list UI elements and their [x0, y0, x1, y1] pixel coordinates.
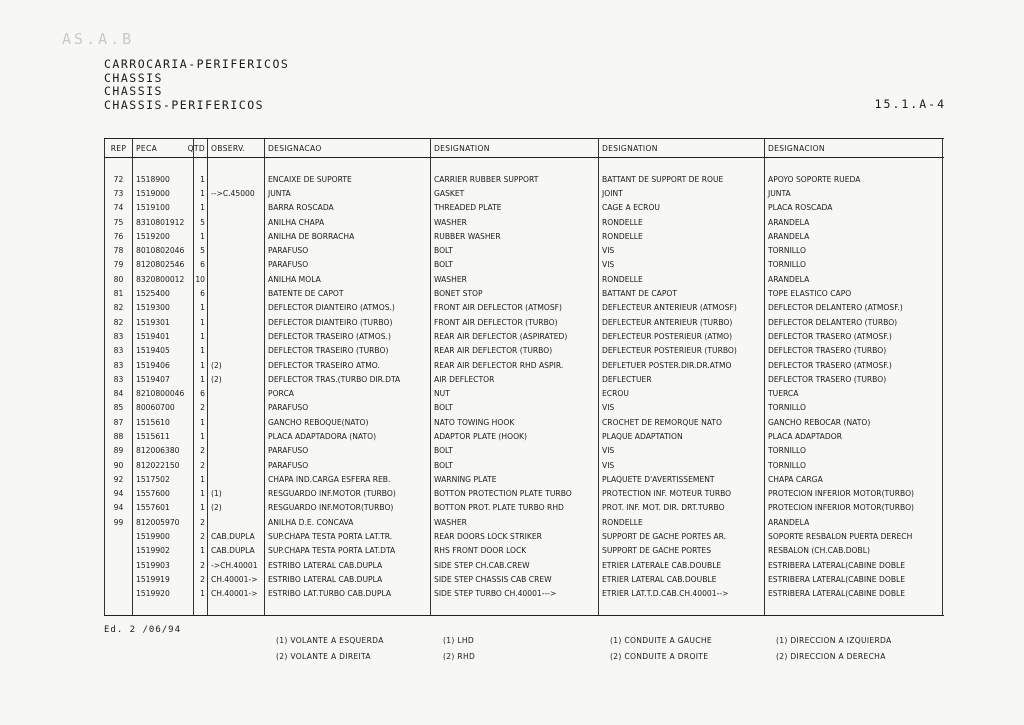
- cell-peca: 1519900: [132, 529, 193, 543]
- header-line: CARROCARIA-PERIFERICOS: [104, 57, 290, 71]
- cell-designacao: RESGUARDO INF.MOTOR(TURBO): [264, 501, 430, 515]
- cell-designacao: JUNTA: [264, 186, 430, 200]
- cell-designacion: DEFLECTOR TRASERO (ATMOSF.): [764, 358, 943, 372]
- cell-rep: [104, 544, 132, 558]
- cell-qtd: 1: [193, 201, 207, 215]
- cell-rep: 94: [104, 487, 132, 501]
- cell-rep: 87: [104, 415, 132, 429]
- cell-observ: [207, 458, 264, 472]
- cell-designacion: TORNILLO: [764, 258, 943, 272]
- cell-designacion: RESBALON (CH.CAB.DOBL): [764, 544, 943, 558]
- cell-designation-en: BOTTON PROTECTION PLATE TURBO: [430, 487, 598, 501]
- table-row: [104, 301, 944, 315]
- cell-observ: [207, 386, 264, 400]
- cell-observ: [207, 329, 264, 343]
- cell-qtd: 1: [193, 372, 207, 386]
- table-row: [104, 472, 944, 486]
- cell-qtd: 1: [193, 315, 207, 329]
- cell-designation-fr: JOINT: [598, 186, 764, 200]
- cell-rep: [104, 572, 132, 586]
- cell-peca: 1515610: [132, 415, 193, 429]
- cell-designation-fr: DEFLETUER POSTER.DIR.DR.ATMO: [598, 358, 764, 372]
- cell-designation-fr: DEFLECTEUR POSTERIEUR (ATMO): [598, 329, 764, 343]
- cell-designation-en: REAR AIR DEFLECTOR (ASPIRATED): [430, 329, 598, 343]
- cell-designation-fr: RONDELLE: [598, 272, 764, 286]
- cell-designacion: PLACA ROSCADA: [764, 201, 943, 215]
- cell-qtd: 1: [193, 544, 207, 558]
- cell-designation-fr: CROCHET DE REMORQUE NATO: [598, 415, 764, 429]
- cell-observ: CH.40001->: [207, 572, 264, 586]
- cell-rep: [104, 558, 132, 572]
- cell-designacion: TUERCA: [764, 386, 943, 400]
- cell-designacion: GANCHO REBOCAR (NATO): [764, 415, 943, 429]
- col-header-rep: REP: [104, 139, 132, 157]
- cell-designacion: DEFLECTOR DELANTERO (ATMOSF.): [764, 301, 943, 315]
- table-row: [104, 458, 944, 472]
- note-en-1: (1) LHD: [443, 636, 475, 645]
- cell-observ: (1): [207, 487, 264, 501]
- cell-designation-en: WASHER: [430, 515, 598, 529]
- cell-rep: 83: [104, 329, 132, 343]
- cell-designacao: BATENTE DE CAPOT: [264, 286, 430, 300]
- cell-observ: (2): [207, 501, 264, 515]
- cell-designacao: SUP.CHAPA TESTA PORTA LAT.TR.: [264, 529, 430, 543]
- cell-designacao: PARAFUSO: [264, 444, 430, 458]
- cell-designation-en: RUBBER WASHER: [430, 229, 598, 243]
- cell-rep: 82: [104, 315, 132, 329]
- cell-designacion: PROTECION INFERIOR MOTOR(TURBO): [764, 501, 943, 515]
- cell-observ: [207, 201, 264, 215]
- cell-designation-en: NUT: [430, 386, 598, 400]
- cell-observ: [207, 243, 264, 257]
- cell-observ: [207, 415, 264, 429]
- cell-rep: 83: [104, 372, 132, 386]
- cell-rep: 76: [104, 229, 132, 243]
- cell-rep: 74: [104, 201, 132, 215]
- cell-observ: [207, 172, 264, 186]
- table-row: [104, 529, 944, 543]
- cell-designacion: SOPORTE RESBALON PUERTA DERECH: [764, 529, 943, 543]
- cell-designation-en: WASHER: [430, 215, 598, 229]
- cell-qtd: 2: [193, 444, 207, 458]
- cell-qtd: 1: [193, 472, 207, 486]
- cell-peca: 8210800046: [132, 386, 193, 400]
- cell-qtd: 1: [193, 186, 207, 200]
- cell-observ: [207, 286, 264, 300]
- cell-designation-fr: SUPPORT DE GACHE PORTES: [598, 544, 764, 558]
- cell-designation-en: GASKET: [430, 186, 598, 200]
- cell-rep: 85: [104, 401, 132, 415]
- page-reference: 15.1.A-4: [874, 97, 946, 111]
- cell-designacao: PARAFUSO: [264, 401, 430, 415]
- cell-qtd: 5: [193, 215, 207, 229]
- cell-rep: [104, 587, 132, 601]
- cell-designation-fr: RONDELLE: [598, 215, 764, 229]
- cell-designation-en: REAR DOORS LOCK STRIKER: [430, 529, 598, 543]
- cell-designacao: CHAPA IND.CARGA ESFERA REB.: [264, 472, 430, 486]
- table-row: [104, 429, 944, 443]
- cell-designation-en: REAR AIR DEFLECTOR RHD ASPIR.: [430, 358, 598, 372]
- cell-observ: -->C.45000: [207, 186, 264, 200]
- table-spacer-row: [104, 158, 944, 172]
- table-row: [104, 415, 944, 429]
- cell-designacao: ANILHA D.E. CONCAVA: [264, 515, 430, 529]
- cell-qtd: 1: [193, 587, 207, 601]
- cell-designation-en: BOTTON PROT. PLATE TURBO RHD: [430, 501, 598, 515]
- cell-rep: 83: [104, 358, 132, 372]
- cell-peca: 1519920: [132, 587, 193, 601]
- cell-designacao: ENCAIXE DE SUPORTE: [264, 172, 430, 186]
- note-es-2: (2) DIRECCION A DERECHA: [776, 652, 886, 661]
- cell-designation-fr: VIS: [598, 243, 764, 257]
- note-es-1: (1) DIRECCION A IZQUIERDA: [776, 636, 892, 645]
- cell-rep: 84: [104, 386, 132, 400]
- cell-designacion: DEFLECTOR TRASERO (TURBO): [764, 372, 943, 386]
- cell-designacao: DEFLECTOR TRASEIRO (TURBO): [264, 344, 430, 358]
- cell-designation-fr: PROTECTION INF. MOTEUR TURBO: [598, 487, 764, 501]
- cell-designacao: DEFLECTOR DIANTEIRO (TURBO): [264, 315, 430, 329]
- cell-observ: (2): [207, 358, 264, 372]
- cell-designacao: GANCHO REBOQUE(NATO): [264, 415, 430, 429]
- cell-observ: [207, 429, 264, 443]
- cell-observ: [207, 444, 264, 458]
- cell-rep: 75: [104, 215, 132, 229]
- cell-observ: (2): [207, 372, 264, 386]
- cell-rep: 81: [104, 286, 132, 300]
- cell-designacion: ARANDELA: [764, 215, 943, 229]
- cell-peca: 1525400: [132, 286, 193, 300]
- cell-rep: 78: [104, 243, 132, 257]
- cell-qtd: 1: [193, 358, 207, 372]
- cell-peca: 1519407: [132, 372, 193, 386]
- cell-qtd: 1: [193, 415, 207, 429]
- cell-designacao: PORCA: [264, 386, 430, 400]
- cell-designacao: RESGUARDO INF.MOTOR (TURBO): [264, 487, 430, 501]
- cell-qtd: 6: [193, 286, 207, 300]
- cell-designation-fr: DEFLECTUER: [598, 372, 764, 386]
- cell-designation-en: WASHER: [430, 272, 598, 286]
- cell-designacion: ESTRIBERA LATERAL(CABINE DOBLE: [764, 572, 943, 586]
- cell-rep: [104, 529, 132, 543]
- cell-peca: 1515611: [132, 429, 193, 443]
- cell-designacion: ARANDELA: [764, 515, 943, 529]
- cell-designacion: TORNILLO: [764, 401, 943, 415]
- cell-qtd: 2: [193, 401, 207, 415]
- cell-designacion: ESTRIBERA LATERAL(CABINE DOBLE: [764, 558, 943, 572]
- cell-rep: 94: [104, 501, 132, 515]
- cell-designacao: ESTRIBO LATERAL CAB.DUPLA: [264, 558, 430, 572]
- table-row: [104, 286, 944, 300]
- cell-designation-en: AIR DEFLECTOR: [430, 372, 598, 386]
- col-header-designation-fr: DESIGNATION: [598, 139, 764, 157]
- cell-qtd: 2: [193, 572, 207, 586]
- cell-designation-en: BONET STOP: [430, 286, 598, 300]
- note-en-2: (2) RHD: [443, 652, 476, 661]
- cell-peca: 1519200: [132, 229, 193, 243]
- cell-peca: 1557601: [132, 501, 193, 515]
- cell-qtd: 1: [193, 429, 207, 443]
- table-row: [104, 386, 944, 400]
- cell-designacao: ANILHA CHAPA: [264, 215, 430, 229]
- cell-observ: CH.40001->: [207, 587, 264, 601]
- cell-qtd: 1: [193, 229, 207, 243]
- cell-rep: 79: [104, 258, 132, 272]
- table-row: [104, 315, 944, 329]
- cell-designation-fr: VIS: [598, 258, 764, 272]
- cell-peca: 1519401: [132, 329, 193, 343]
- cell-designation-en: NATO TOWING HOOK: [430, 415, 598, 429]
- cell-qtd: 1: [193, 172, 207, 186]
- cell-designation-fr: RONDELLE: [598, 229, 764, 243]
- cell-designation-fr: CAGE A ECROU: [598, 201, 764, 215]
- table-row: [104, 358, 944, 372]
- col-header-designacao: DESIGNACAO: [264, 139, 430, 157]
- cell-designacao: PARAFUSO: [264, 258, 430, 272]
- cell-designation-fr: ETRIER LAT.T.D.CAB.CH.40001-->: [598, 587, 764, 601]
- cell-observ: [207, 258, 264, 272]
- table-row: [104, 344, 944, 358]
- cell-observ: CAB.DUPLA: [207, 529, 264, 543]
- cell-peca: 8320800012: [132, 272, 193, 286]
- table-row: [104, 487, 944, 501]
- cell-peca: 1519300: [132, 301, 193, 315]
- col-header-peca: PECA: [132, 139, 193, 157]
- cell-qtd: 2: [193, 515, 207, 529]
- cell-peca: 8010802046: [132, 243, 193, 257]
- table-row: [104, 501, 944, 515]
- cell-designacion: JUNTA: [764, 186, 943, 200]
- table-row: [104, 272, 944, 286]
- cell-peca: 812022150: [132, 458, 193, 472]
- cell-peca: 1518900: [132, 172, 193, 186]
- header-line: CHASSIS-PERIFERICOS: [104, 97, 265, 112]
- cell-designation-en: FRONT AIR DEFLECTOR (ATMOSF): [430, 301, 598, 315]
- cell-observ: [207, 515, 264, 529]
- cell-designation-fr: ETRIER LATERAL CAB.DOUBLE: [598, 572, 764, 586]
- cell-designation-en: BOLT: [430, 458, 598, 472]
- cell-designation-fr: PROT. INF. MOT. DIR. DRT.TURBO: [598, 501, 764, 515]
- cell-qtd: 1: [193, 329, 207, 343]
- cell-designation-fr: RONDELLE: [598, 515, 764, 529]
- header-line: CHASSIS: [104, 70, 163, 85]
- cell-rep: 82: [104, 301, 132, 315]
- cell-designacao: PARAFUSO: [264, 458, 430, 472]
- cell-peca: 1519405: [132, 344, 193, 358]
- note-fr-2: (2) CONDUITE A DROITE: [610, 652, 709, 661]
- cell-designation-en: BOLT: [430, 258, 598, 272]
- cell-observ: [207, 472, 264, 486]
- cell-designacao: BARRA ROSCADA: [264, 201, 430, 215]
- cell-rep: 89: [104, 444, 132, 458]
- col-header-designacion: DESIGNACION: [764, 139, 943, 157]
- cell-qtd: 1: [193, 501, 207, 515]
- cell-designation-en: THREADED PLATE: [430, 201, 598, 215]
- cell-qtd: 6: [193, 386, 207, 400]
- cell-designation-fr: VIS: [598, 401, 764, 415]
- cell-qtd: 1: [193, 301, 207, 315]
- cell-peca: 8310801912: [132, 215, 193, 229]
- document-header: [104, 58, 289, 112]
- cell-designacion: DEFLECTOR TRASERO (TURBO): [764, 344, 943, 358]
- cell-peca: 80060700: [132, 401, 193, 415]
- table-row: [104, 401, 944, 415]
- cell-rep: 72: [104, 172, 132, 186]
- table-row: [104, 558, 944, 572]
- cell-peca: 812005970: [132, 515, 193, 529]
- table-row: [104, 201, 944, 215]
- cell-designation-en: RHS FRONT DOOR LOCK: [430, 544, 598, 558]
- cell-designacion: CHAPA CARGA: [764, 472, 943, 486]
- cell-designacion: TOPE ELASTICO CAPO: [764, 286, 943, 300]
- table-row: [104, 215, 944, 229]
- cell-peca: 1519100: [132, 201, 193, 215]
- table-row: [104, 186, 944, 200]
- cell-designacao: DEFLECTOR DIANTEIRO (ATMOS.): [264, 301, 430, 315]
- col-header-designation-en: DESIGNATION: [430, 139, 598, 157]
- cell-designacion: APOYO SOPORTE RUEDA: [764, 172, 943, 186]
- table-row: [104, 172, 944, 186]
- cell-observ: CAB.DUPLA: [207, 544, 264, 558]
- cell-designation-en: ADAPTOR PLATE (HOOK): [430, 429, 598, 443]
- cell-designacion: TORNILLO: [764, 444, 943, 458]
- cell-observ: [207, 272, 264, 286]
- cell-designacao: DEFLECTOR TRASEIRO (ATMOS.): [264, 329, 430, 343]
- cell-qtd: 5: [193, 243, 207, 257]
- cell-designacion: TORNILLO: [764, 243, 943, 257]
- cell-observ: [207, 344, 264, 358]
- cell-designation-fr: VIS: [598, 458, 764, 472]
- cell-observ: [207, 315, 264, 329]
- cell-peca: 1519406: [132, 358, 193, 372]
- cell-designation-en: BOLT: [430, 243, 598, 257]
- cell-designation-en: REAR AIR DEFLECTOR (TURBO): [430, 344, 598, 358]
- table-spacer-row: [104, 601, 944, 615]
- cell-designation-fr: PLAQUETE D'AVERTISSEMENT: [598, 472, 764, 486]
- cell-designation-fr: DEFLECTEUR POSTERIEUR (TURBO): [598, 344, 764, 358]
- note-fr-1: (1) CONDUITE A GAUCHE: [610, 636, 712, 645]
- cell-designation-en: FRONT AIR DEFLECTOR (TURBO): [430, 315, 598, 329]
- cell-qtd: 2: [193, 558, 207, 572]
- cell-designacao: ESTRIBO LATERAL CAB.DUPLA: [264, 572, 430, 586]
- cell-observ: [207, 229, 264, 243]
- cell-designation-en: BOLT: [430, 444, 598, 458]
- cell-peca: 812006380: [132, 444, 193, 458]
- cell-designacion: PLACA ADAPTADOR: [764, 429, 943, 443]
- cell-designacao: ANILHA DE BORRACHA: [264, 229, 430, 243]
- table-row: [104, 572, 944, 586]
- cell-designacion: TORNILLO: [764, 458, 943, 472]
- cell-observ: ->CH.40001: [207, 558, 264, 572]
- edition-date: Ed. 2 /06/94: [104, 625, 182, 635]
- cell-qtd: 10: [193, 272, 207, 286]
- table-body: [104, 172, 944, 601]
- cell-qtd: 1: [193, 344, 207, 358]
- note-pt-1: (1) VOLANTE A ESQUERDA: [276, 636, 384, 645]
- parts-table: [104, 138, 944, 616]
- table-row: [104, 444, 944, 458]
- cell-rep: 90: [104, 458, 132, 472]
- cell-peca: 1519919: [132, 572, 193, 586]
- cell-rep: 88: [104, 429, 132, 443]
- table-row: [104, 372, 944, 386]
- cell-designacao: ANILHA MOLA: [264, 272, 430, 286]
- cell-designation-en: SIDE STEP CHASSIS CAB CREW: [430, 572, 598, 586]
- cell-rep: 80: [104, 272, 132, 286]
- cell-designation-en: BOLT: [430, 401, 598, 415]
- note-pt-2: (2) VOLANTE A DIREITA: [276, 652, 371, 661]
- cell-designacion: PROTECION INFERIOR MOTOR(TURBO): [764, 487, 943, 501]
- cell-rep: 83: [104, 344, 132, 358]
- table-row: [104, 329, 944, 343]
- cell-designacao: DEFLECTOR TRAS.(TURBO DIR.DTA: [264, 372, 430, 386]
- cell-designation-fr: VIS: [598, 444, 764, 458]
- cell-designation-fr: DEFLECTEUR ANTERIEUR (ATMOSF): [598, 301, 764, 315]
- cell-designacao: ESTRIBO LAT.TURBO CAB.DUPLA: [264, 587, 430, 601]
- cell-peca: 1519301: [132, 315, 193, 329]
- cell-designation-fr: BATTANT DE CAPOT: [598, 286, 764, 300]
- table-row: [104, 258, 944, 272]
- cell-observ: [207, 301, 264, 315]
- cell-peca: 1519903: [132, 558, 193, 572]
- cell-designation-fr: DEFLECTEUR ANTERIEUR (TURBO): [598, 315, 764, 329]
- cell-observ: [207, 215, 264, 229]
- cell-designacion: ARANDELA: [764, 229, 943, 243]
- cell-qtd: 2: [193, 529, 207, 543]
- cell-designation-fr: ETRIER LATERALE CAB.DOUBLE: [598, 558, 764, 572]
- faded-page-mark: AS.A.B: [62, 30, 135, 48]
- cell-designacao: SUP.CHAPA TESTA PORTA LAT.DTA: [264, 544, 430, 558]
- table-row: [104, 515, 944, 529]
- cell-designacao: PLACA ADAPTADORA (NATO): [264, 429, 430, 443]
- col-header-qtd: QTD: [193, 139, 207, 157]
- cell-designacion: DEFLECTOR DELANTERO (TURBO): [764, 315, 943, 329]
- cell-designation-en: CARRIER RUBBER SUPPORT: [430, 172, 598, 186]
- cell-designation-en: SIDE STEP TURBO CH.40001--->: [430, 587, 598, 601]
- cell-designacao: DEFLECTOR TRASEIRO ATMO.: [264, 358, 430, 372]
- cell-designation-en: WARNING PLATE: [430, 472, 598, 486]
- cell-designacion: ESTRIBERA LATERAL(CABINE DOBLE: [764, 587, 943, 601]
- cell-qtd: 6: [193, 258, 207, 272]
- table-row: [104, 587, 944, 601]
- header-line: CHASSIS: [104, 84, 163, 98]
- cell-observ: [207, 401, 264, 415]
- cell-peca: 1517502: [132, 472, 193, 486]
- cell-designation-fr: SUPPORT DE GACHE PORTES AR.: [598, 529, 764, 543]
- cell-peca: 1519902: [132, 544, 193, 558]
- cell-rep: 92: [104, 472, 132, 486]
- cell-rep: 73: [104, 186, 132, 200]
- table-row: [104, 229, 944, 243]
- table-header-row: [104, 139, 944, 158]
- cell-rep: 99: [104, 515, 132, 529]
- cell-qtd: 2: [193, 458, 207, 472]
- cell-designacion: ARANDELA: [764, 272, 943, 286]
- cell-designation-fr: BATTANT DE SUPPORT DE ROUE: [598, 172, 764, 186]
- table-row: [104, 544, 944, 558]
- col-header-observ: OBSERV.: [207, 139, 264, 157]
- cell-designation-en: SIDE STEP CH.CAB.CREW: [430, 558, 598, 572]
- cell-designation-fr: ECROU: [598, 386, 764, 400]
- cell-peca: 8120802546: [132, 258, 193, 272]
- cell-peca: 1519000: [132, 186, 193, 200]
- cell-designation-fr: PLAQUE ADAPTATION: [598, 429, 764, 443]
- cell-peca: 1557600: [132, 487, 193, 501]
- cell-designacao: PARAFUSO: [264, 243, 430, 257]
- cell-qtd: 1: [193, 487, 207, 501]
- cell-designacion: DEFLECTOR TRASERO (ATMOSF.): [764, 329, 943, 343]
- table-row: [104, 243, 944, 257]
